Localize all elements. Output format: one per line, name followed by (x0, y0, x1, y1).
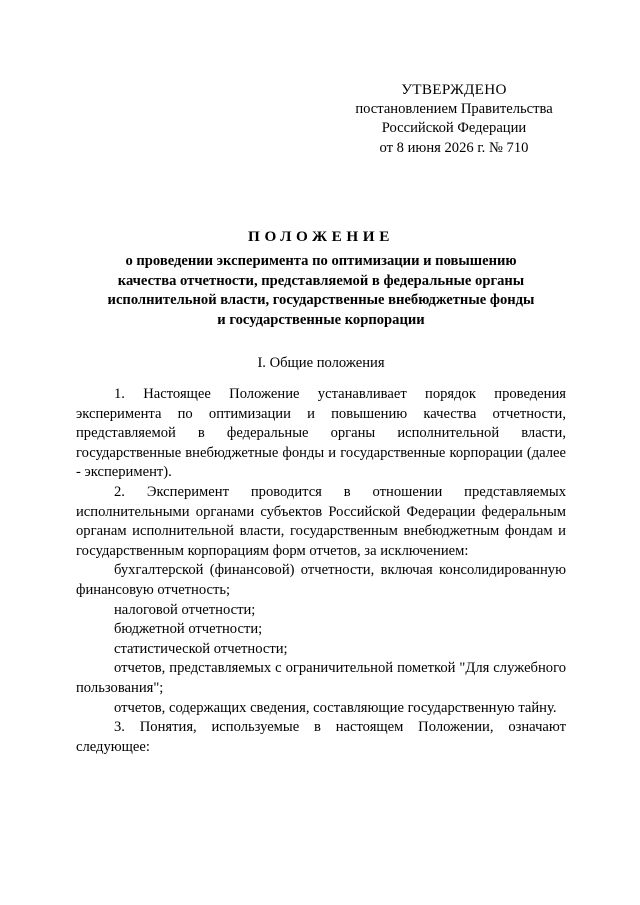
list-item: отчетов, представляемых с ограничительной пометкой "Для служебного пользования"; (76, 660, 566, 696)
approval-line-2: Российской Федерации (381, 120, 527, 136)
subtitle-line: о проведении эксперимента по оптимизации и повышению (125, 253, 517, 269)
document-subtitle (76, 252, 566, 330)
paragraph-2: 2. Эксперимент проводится в отношении представляемых исполнительными органами субъектов Российской Федерации федеральным органам исполнительной власти, государственным внебюджетным фондам и государственным корпорациям форм отчетов, за исключением: (76, 483, 566, 559)
list-item: отчетов, содержащих сведения, составляющие государственную тайну. (114, 699, 557, 716)
approval-date-number: от 8 июня 2026 г. № 710 (379, 139, 529, 156)
subtitle-line: качества отчетности, представляемой в федеральные органы (117, 272, 525, 289)
document-body (76, 385, 566, 757)
list-item: бухгалтерской (финансовой) отчетности, включая консолидированную финансовую отчетность; (76, 562, 566, 598)
approval-stamp (334, 80, 574, 158)
list-item: бюджетной отчетности; (114, 621, 263, 638)
section-heading: I. Общие положения (257, 355, 385, 371)
paragraph-1: 1. Настоящее Положение устанавливает порядок проведения эксперимента по оптимизации и повышению качества отчетности, представляемой в федеральные органы исполнительной власти, государственные внебюджетные фонды и государственные корпорации (далее - эксперимент). (76, 386, 566, 481)
approved-label: УТВЕРЖДЕНО (401, 81, 507, 98)
list-item: статистической отчетности; (114, 640, 288, 657)
document-title: ПОЛОЖЕНИЕ (248, 228, 394, 245)
list-item: налоговой отчетности; (114, 601, 256, 618)
subtitle-line: исполнительной власти, государственные внебюджетные фонды (107, 292, 535, 308)
paragraph-3: 3. Понятия, используемые в настоящем Положении, означают следующее: (76, 719, 566, 755)
subtitle-line: и государственные корпорации (217, 311, 425, 328)
approval-line-1: постановлением Правительства (355, 100, 553, 117)
